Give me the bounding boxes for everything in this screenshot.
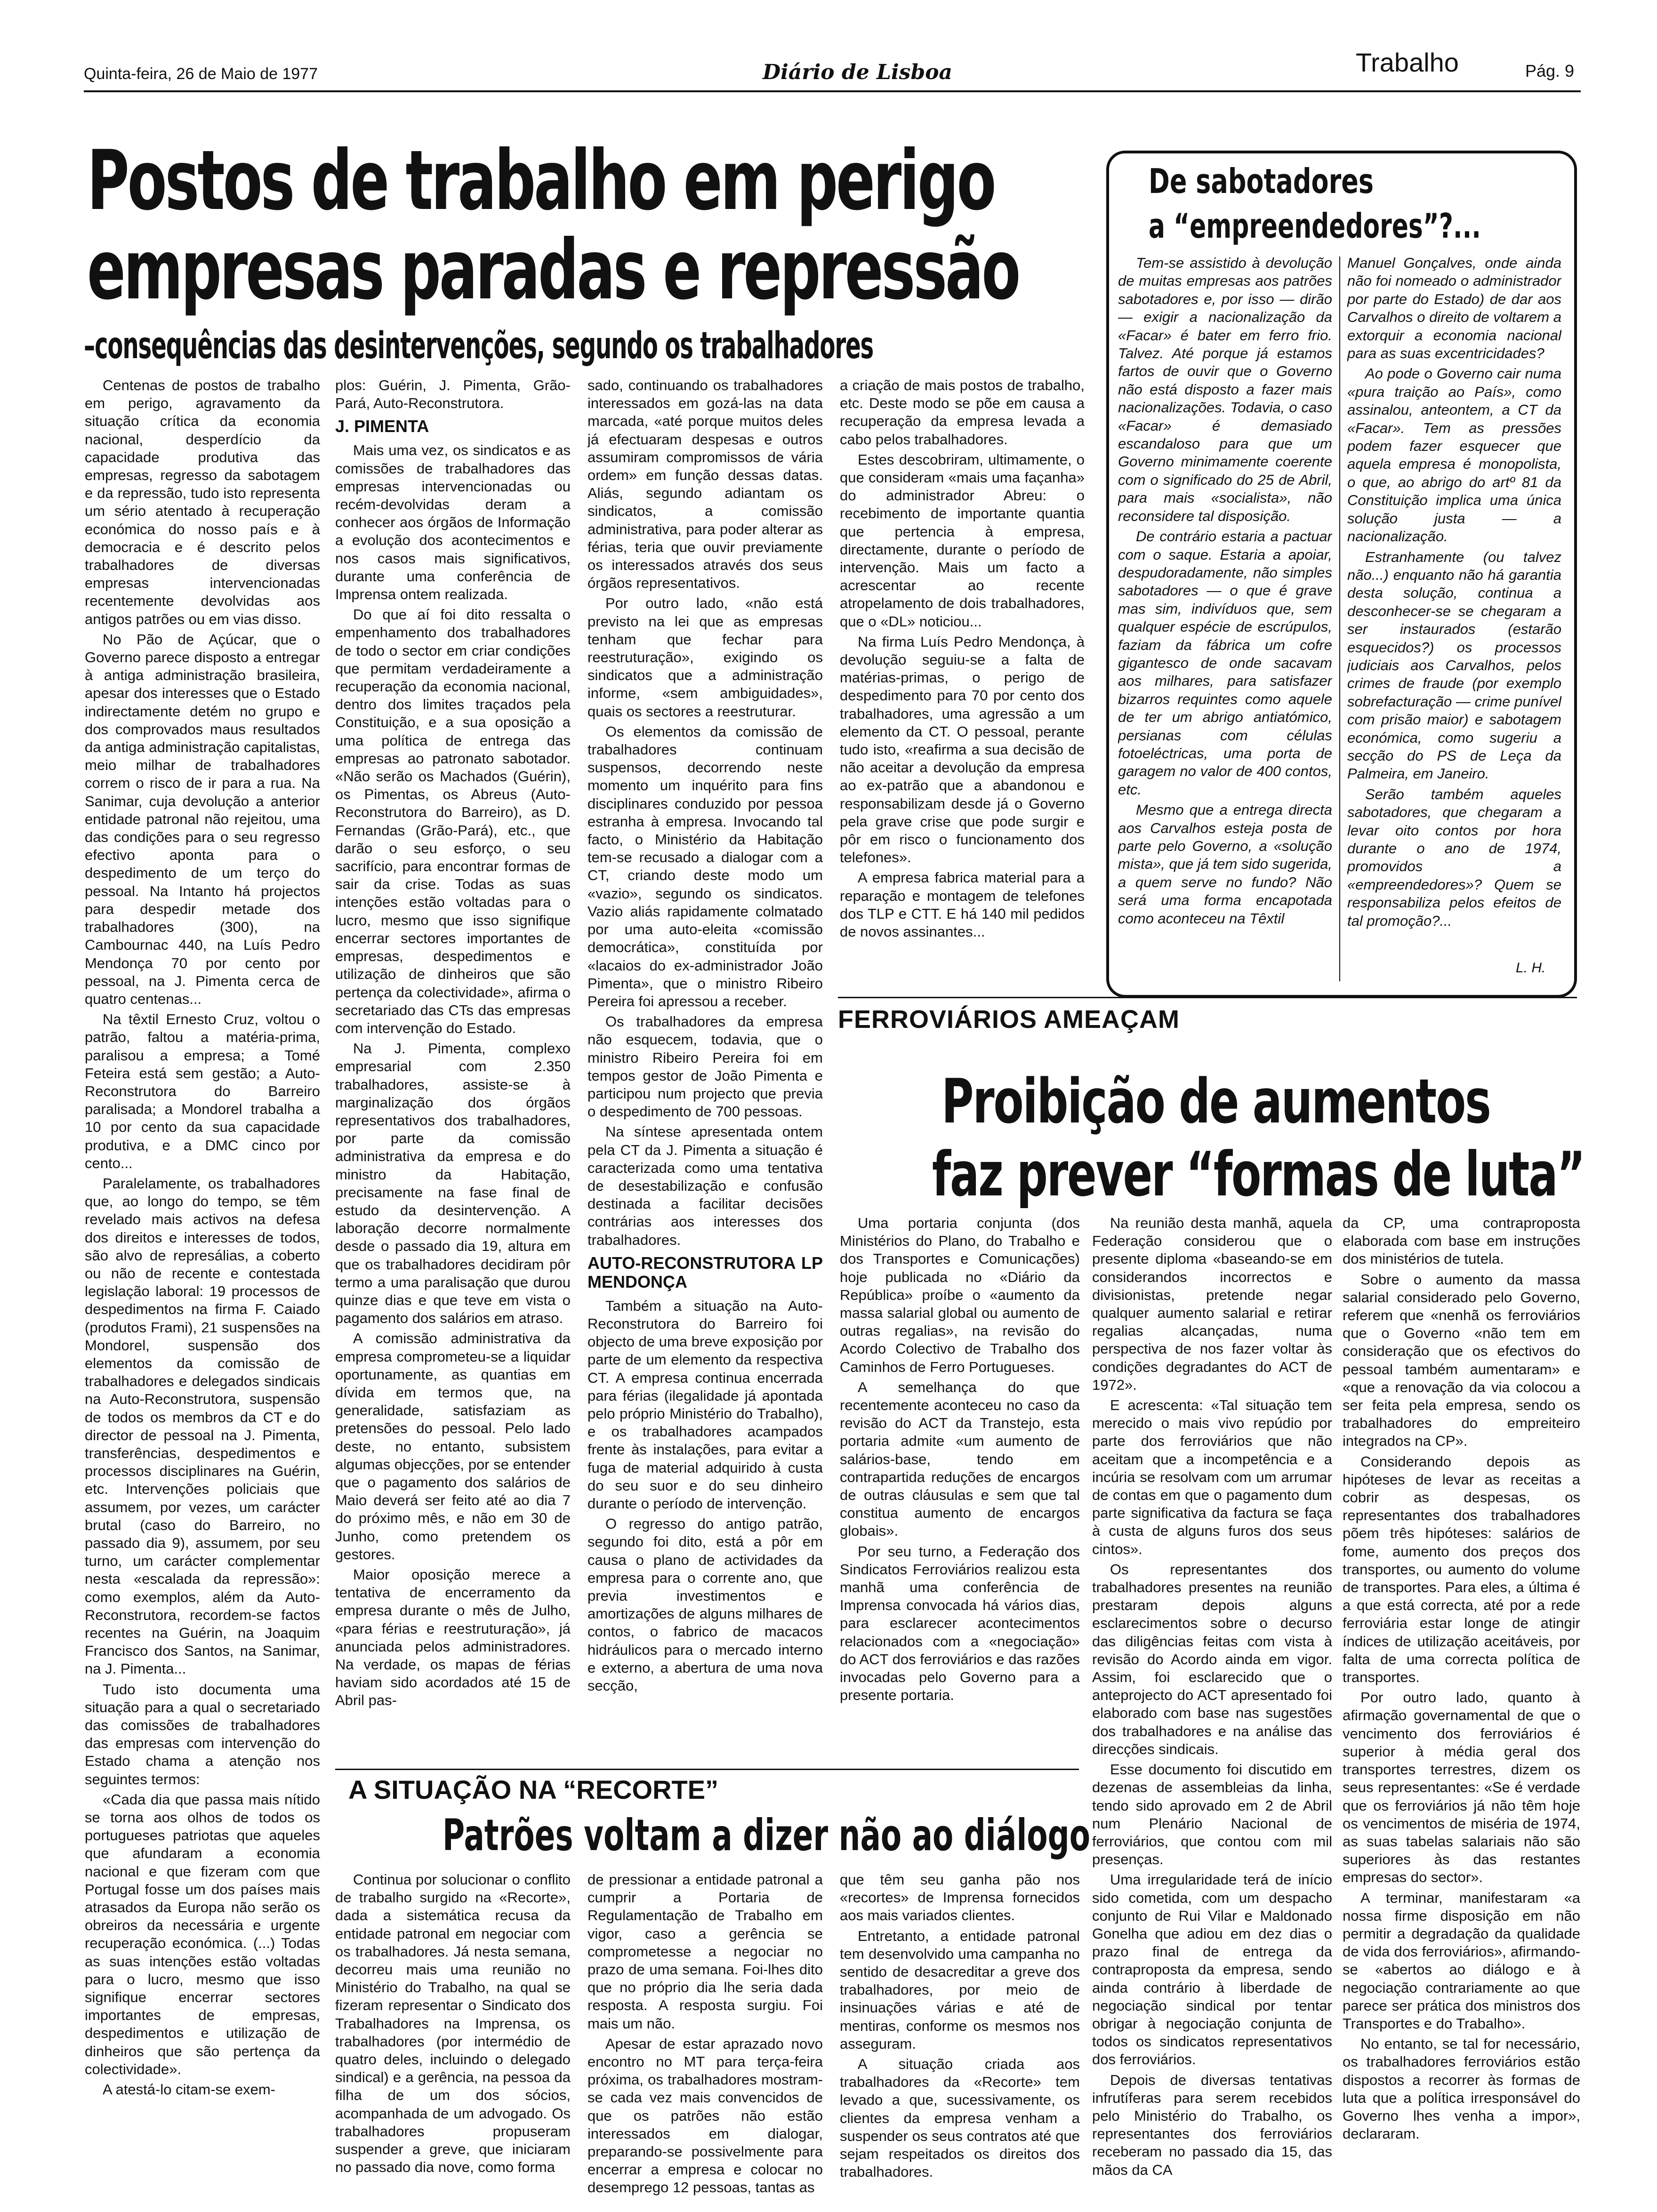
paragraph: Ao pode o Governo cair numa «pura traição ao País», como assinalou, anteontem, a CT da «Facar». Tem as pressões podem fazer esquecer que aquela empresa é monopolista, o que, ao abrigo do artº 81 da Constituição implica uma única solução justa — a nacionalização. bbox=[1347, 365, 1561, 545]
paragraph: «Cada dia que passa mais nítido se torna aos olhos de todos os portugueses patriotas que aqueles que afundaram a economia nacional e que fizeram com que Portugal fosse um dos países mais atrasados da Europa não serão os obreiros da necessária e urgente recuperação económica. (...) Todas as suas intenções estão voltadas para o lucro, mesmo que isso signifique encerrar sectores importantes de empresas, despedimentos e utilização de dinheiros que são pertença da colectividade». bbox=[85, 1791, 320, 2077]
paragraph: Maior oposição merece a tentativa de encerramento da empresa durante o mês de Julho, «para férias e reestruturação», já anunciada pelos administradores. Na verdade, os mapas de férias haviam sido acordados até 15 de Abril pas- bbox=[335, 1566, 571, 1709]
header-rule bbox=[84, 90, 1581, 92]
ferro-top-rule bbox=[838, 997, 1577, 998]
paragraph: Considerando depois as hipóteses de levar as receitas a cobrir as despesas, os representantes dos trabalhadores põem três hipóteses: salários de fome, aumento dos preços dos transportes, ou aumento do volume de transportes. Para eles, a última é a que está correcta, até por a rede ferroviária estar longe de atingir índices de utilização aceitáveis, por falta de uma correcta política de transportes. bbox=[1343, 1453, 1580, 1686]
box-column-2 bbox=[1347, 254, 1561, 951]
ferro-column-2 bbox=[1092, 1214, 1332, 2198]
paragraph: Na J. Pimenta, complexo empresarial com 2.350 trabalhadores, assiste-se à marginalização dos órgãos representativos dos trabalhadores, por parte da comissão administrativa da empresa e do ministro da Habitação, precisamente na fase final de estudo da desintervenção. A laboração decorre normalmente desde o passado dia 19, altura em que os trabalhadores decidiram pôr termo a uma paralisação que durou quinze dias e que teve em vista o pagamento dos salários em atraso. bbox=[335, 1040, 571, 1327]
paragraph: Os trabalhadores da empresa não esquecem, todavia, que o ministro Ribeiro Pereira foi em tempos gestor de João Pimenta e participou num projecto que previa o despedimento de 700 pessoas. bbox=[587, 1013, 823, 1120]
paragraph: Uma irregularidade terá de início sido cometida, com um despacho conjunto de Rui Vilar e Maldonado Gonelha que adiou em dez dias o prazo final de entrega da contraproposta da empresa, sendo ainda contrário à liberdade de negociação sindical por tentar obrigar à negociação conjunta de todos os sindicatos representativos dos ferroviários. bbox=[1092, 1871, 1332, 2068]
ferro-column-1 bbox=[840, 1214, 1080, 1732]
paragraph: plos: Guérin, J. Pimenta, Grão-Pará, Auto-Reconstrutora. bbox=[335, 377, 571, 412]
ferro-headline-line-1: Proibição de aumentos bbox=[941, 1066, 1490, 1137]
recorte-top-rule bbox=[335, 1769, 1079, 1770]
recorte-column-2 bbox=[587, 1871, 823, 2198]
header-date: Quinta-feira, 26 de Maio de 1977 bbox=[84, 65, 318, 83]
box-column-divider bbox=[1339, 256, 1340, 981]
paragraph: Sobre o aumento da massa salarial considerado pelo Governo, referem que «nenhã os ferroviários que o Governo «não tem em consideração que os efectivos do pessoal também aumentaram» e «que a renovação da via colocou a ser feita pela empresa, sendo os trabalhadores do empreiteiro integrados na CP». bbox=[1343, 1271, 1580, 1450]
paragraph: No entanto, se tal for necessário, os trabalhadores ferroviários estão dispostos a recorrer às formas de luta que a política irresponsável do Governo lhes venha a impor», declararam. bbox=[1343, 2036, 1580, 2142]
paragraph: a criação de mais postos de trabalho, etc. Deste modo se põe em causa a recuperação da empresa levada a cabo pelos trabalhadores. bbox=[840, 377, 1085, 448]
paragraph: Do que aí foi dito ressalta o empenhamento dos trabalhadores de todo o sector em criar condições que permitam verdadeiramente a recuperação da economia nacional, dentro dos limites traçados pela Constituição, e a sua oposição a uma política de entrega das empresas ao patronato sabotador. «Não serão os Machados (Guérin), os Pimentas, os Abreus (Auto-Reconstrutora do Barreiro), as D. Fernandas (Grão-Pará), etc., que darão o seu esforço, o seu sacrifício, para encontrar formas de sair da crise. Todas as suas intenções estão voltadas para o lucro, mesmo que isso signifique encerrar sectores importantes de empresas, despedimentos e utilização de dinheiros que são pertença da colectividade», afirma o secretariado das CTs das empresas com intervenção do Estado. bbox=[335, 606, 571, 1036]
paragraph: Depois de diversas tentativas infrutíferas para serem recebidos pelo Ministério do Trabalho, os representantes dos ferroviários receberam no passado dia 15, das mãos da CA bbox=[1092, 2071, 1332, 2178]
paragraph: Uma portaria conjunta (dos Ministérios do Plano, do Trabalho e dos Transportes e Comunicações) hoje publicada no «Diário da República» proíbe o «aumento da massa salarial global ou aumento de outras regalias», na revisão do Acordo Colectivo de Trabalho dos Caminhos de Ferro Portugueses. bbox=[840, 1215, 1080, 1375]
paragraph: Os representantes dos trabalhadores presentes na reunião prestaram depois alguns esclarecimentos sobre o decurso das diligências feitas com vista à revisão do Acordo ainda em vigor. Assim, foi esclarecido que o anteprojecto do ACT apresentado foi elaborado com base nas sugestões dos trabalhadores e na análise das direcções sindicais. bbox=[1092, 1561, 1332, 1757]
paragraph: que têm seu ganha pão nos «recortes» de Imprensa fornecidos aos mais variados clientes. bbox=[840, 1871, 1080, 1924]
paragraph: Mesmo que a entrega directa aos Carvalhos esteja posta de parte pelo Governo, a «solução mista», que já tem sido sugerida, a quem serve no fundo? Não será uma forma encapotada como aconteceu na Têxtil bbox=[1118, 801, 1332, 927]
ferro-column-3 bbox=[1343, 1214, 1580, 2198]
paragraph: A empresa fabrica material para a reparação e montagem de telefones dos TLP e CTT. E há 140 mil pedidos de novos assinantes... bbox=[840, 869, 1085, 940]
recorte-headline: Patrões voltam a dizer não ao diálogo bbox=[442, 1810, 1090, 1860]
paragraph: Na firma Luís Pedro Mendonça, à devolução seguiu-se a falta de matérias-primas, o perigo de despedimento para 70 por cento dos trabalhadores, uma agressão a um elemento da CT. O pessoal, perante tudo isto, «reafirma a sua decisão de não aceitar a devolução da empresa ao ex-patrão que a abandonou e responsabilizam desde já o Governo pela grave crise que pode surgir e pôr em risco o funcionamento dos telefones». bbox=[840, 633, 1085, 866]
section-name: Trabalho bbox=[1356, 48, 1459, 77]
paragraph: sado, continuando os trabalhadores interessados em gozá-las na data marcada, «até porque muitos deles já efectuaram despesas e outros assumiram compromissos de vária ordem» em função dessas datas. Aliás, segundo adiantam os sindicatos, a comissão administrativa, para poder alterar as férias, teria que ouvir previamente os interessados através dos seus órgãos representativos. bbox=[587, 377, 823, 592]
paragraph: Mais uma vez, os sindicatos e as comissões de trabalhadores das empresas intervencionadas ou recém-devolvidas deram a conhecer aos órgãos de Informação a evolução dos acontecimentos e nos casos mais significativos, durante uma conferência de Imprensa ontem realizada. bbox=[335, 442, 571, 603]
main-article-column-3 bbox=[587, 377, 823, 1765]
paragraph: Por outro lado, quanto à afirmação governamental de que o vencimento dos ferroviários é superior à média geral dos transportes terrestres, dizem os seus representantes: «Se é verdade que os ferroviários já não têm hoje os vencimentos de miséria de 1974, as suas tabelas salariais não são superiores às das restantes empresas do sector». bbox=[1343, 1689, 1580, 1886]
paragraph: O regresso do antigo patrão, segundo foi dito, está a pôr em causa o plano de actividades da empresa para o corrente ano, que previa investimentos e amortizações de alguns milhares de contos, o fabrico de macacos hidráulicos para o mercado interno e externo, a abertura de uma nova secção, bbox=[587, 1515, 823, 1694]
recorte-column-1 bbox=[335, 1871, 571, 2198]
paragraph: A semelhança do que recentemente aconteceu no caso da revisão do ACT da Transtejo, esta portaria admite «um aumento de salários-base, tendo em contrapartida reduções de encargos de outras cláusulas e sem que tal constitua aumento de encargos globais». bbox=[840, 1378, 1080, 1539]
paragraph: Continua por solucionar o conflito de trabalho surgido na «Recorte», dada a sistemática recusa da entidade patronal em negociar com os trabalhadores. Já nesta semana, decorreu mais uma reunião no Ministério do Trabalho, na qual se fizeram representar o Sindicato dos Trabalhadores na Imprensa, os trabalhadores (por intermédio de quatro deles, incluindo o delegado sindical) e a gerência, na pessoa da filha de um dos sócios, acompanhada de um advogado. Os trabalhadores propuseram suspender a greve, que iniciaram no passado dia nove, como forma bbox=[335, 1871, 571, 2176]
page-number: Pág. 9 bbox=[1525, 61, 1575, 80]
paragraph: Centenas de postos de trabalho em perigo, agravamento da situação crítica da economia nacional, desperdício da capacidade produtiva das empresas, regresso da sabotagem e da repressão, tudo isto representa um sério atentado à recuperação económica do nosso país e à democracia e é descrito pelos trabalhadores de diversas empresas intervencionadas recentemente devolvidas aos antigos patrões ou em vias disso. bbox=[85, 377, 320, 627]
paragraph: De contrário estaria a pactuar com o saque. Estaria a apoiar, despudoradamente, não simples sabotadores — o que é grave mas sim, indivíduos que, sem qualquer espécie de escrúpulos, faziam da fábrica um cofre gigantesco de onde sacavam aos milhares, para satisfazer bizarros requintes como aquele de ter um abrigo antiatómico, persianas com células fotoeléctricas, uma porta de garagem no valor de 400 contos, etc. bbox=[1118, 528, 1332, 798]
paragraph: Por outro lado, «não está previsto na lei que as empresas tenham que fechar para reestruturação», exigindo os sindicatos que a administração informe, «sem ambiguidades», quais os sectores a reestruturar. bbox=[587, 595, 823, 720]
recorte-column-3 bbox=[840, 1871, 1080, 2198]
paragraph: Esse documento foi discutido em dezenas de assembleias da linha, tendo sido aprovado em 2 de Abril num Plenário Nacional de ferroviários, que contou com mil presenças. bbox=[1092, 1761, 1332, 1868]
paragraph: A atestá-lo citam-se exem- bbox=[103, 2081, 275, 2098]
box-title-line-2: a “empreendedores”?... bbox=[1149, 206, 1481, 246]
paragraph: Também a situação na Auto-Reconstrutora do Barreiro foi objecto de uma breve exposição por parte de um elemento da respectiva CT. A empresa continua encerrada para férias (ilegalidade já apontada pelo próprio Ministério do Trabalho), e os trabalhadores acampados frente às instalações, para evitar a fuga de material adquirido à custa do seu suor e do seu dinheiro durante o período de intervenção. bbox=[587, 1297, 823, 1512]
main-deck: –consequências das desintervenções, segundo os trabalhadores bbox=[84, 325, 874, 367]
box-signature: L. H. bbox=[1516, 960, 1546, 976]
paragraph: Tudo isto documenta uma situação para a qual o secretariado das comissões de trabalhadores das empresas com intervenção do Estado chama a atenção nos seguintes termos: bbox=[85, 1681, 320, 1787]
ferro-kicker: FERROVIÁRIOS AMEAÇAM bbox=[838, 1005, 1180, 1034]
paragraph: de pressionar a entidade patronal a cumprir a Portaria de Regulamentação de Trabalho em vigor, caso a gerência se comprometesse a negociar no prazo de uma semana. Foi-lhes dito que no próprio dia lhe seria dada resposta. A resposta surgiu. Foi mais um não. bbox=[587, 1871, 823, 2032]
paragraph: Os elementos da comissão de trabalhadores continuam suspensos, decorrendo neste momento um inquérito para fins disciplinares conduzido por pessoa estranha à empresa. Invocando tal facto, o Ministério da Habitação tem-se recusado a dialogar com a CT, criando deste modo um «vazio», segundo os sindicatos. Vazio aliás rapidamente colmatado por uma auto-eleita «comissão democrática», constituída por «lacaios do ex-administrador João Pimenta», que o ministro Ribeiro Pereira foi apressou a receber. bbox=[587, 723, 823, 1010]
subhead-auto-reconstrutora: AUTO-RECONSTRUTORA LP MENDONÇA bbox=[587, 1253, 823, 1291]
paragraph: A terminar, manifestaram «a nossa firme disposição em não permitir a degradação da qualidade de vida dos ferroviários», afirmando-se «abertos ao diálogo e à negociação contrariamente ao que parece ser prática dos ministros dos Transportes e do Trabalho». bbox=[1343, 1889, 1580, 2032]
paragraph: Serão também aqueles sabotadores, que chegaram a levar oito contos por hora durante o ano de 1974, promovidos a «empreendedores»? Quem se responsabiliza pelos efeitos de tal promoção?... bbox=[1347, 785, 1561, 929]
paragraph: Estes descobriram, ultimamente, o que consideram «mais uma façanha» do administrador Abreu: o recebimento de importante quantia que pertencia à empresa, directamente, durante o período de intervenção. Mais um facto a acrescentar ao recente atropelamento de dois trabalhadores, que o «DL» noticiou... bbox=[840, 451, 1085, 630]
recorte-kicker: A SITUAÇÃO NA “RECORTE” bbox=[348, 1775, 719, 1804]
paragraph: Na têxtil Ernesto Cruz, voltou o patrão, faltou a matéria-prima, paralisou a empresa; a Tomé Feteira está sem gestão; a Auto-Reconstrutora do Barreiro paralisada; a Mondorel trabalha a 10 por cento da sua capacidade produtiva, e a DMC cinco por cento... bbox=[85, 1011, 320, 1171]
ferro-headline-line-2: faz prever “formas de luta” bbox=[932, 1138, 1585, 1210]
paragraph: A comissão administrativa da empresa comprometeu-se a liquidar oportunamente, as quantias em dívida em termos que, na generalidade, satisfaziam as pretensões do pessoal. Pelo lado deste, no entanto, subsistem algumas objecções, por se entender que o pagamento dos salários de Maio deverá ser feito até ao dia 7 do próximo mês, e não em 30 de Junho, como pretendem os gestores. bbox=[335, 1330, 571, 1563]
newspaper-title: Diário de Lisboa bbox=[763, 60, 953, 84]
paragraph: Tem-se assistido à devolução de muitas empresas aos patrões sabotadores e, por isso — dirão — exigir a nacionalização da «Facar» é bater em ferro frio. Talvez. Até porque já estamos fartos de ouvir que o Governo não está disposto a fazer mais nacionalizações. Todavia, o caso «Facar» é demasiado escandaloso para que um Governo minimamente coerente com o significado do 25 de Abril, para mais «socialista», não reconsidere tal disposição. bbox=[1118, 255, 1332, 524]
paragraph: da CP, uma contraproposta elaborada com base em instruções dos ministérios de tutela. bbox=[1343, 1215, 1580, 1267]
paragraph: Na reunião desta manhã, aquela Federação considerou que o presente diploma «baseando-se em considerandos incorrectos e divisionistas, pretende negar qualquer aumento salarial e retirar regalias alcançadas, numa perspectiva de nos fazer voltar às condições degradantes do ACT de 1972». bbox=[1092, 1215, 1332, 1393]
main-headline-line-1: Postos de trabalho em perigo bbox=[87, 133, 995, 229]
subhead-j-pimenta: J. PIMENTA bbox=[335, 417, 429, 436]
paragraph: Por seu turno, a Federação dos Sindicatos Ferroviários realizou esta manhã uma conferência de Imprensa convocada há vários dias, para esclarecer acontecimentos relacionados com a «negociação» do ACT dos ferroviários e das razões invocadas pelo Governo para a presente portaria. bbox=[840, 1543, 1080, 1704]
paragraph: Entretanto, a entidade patronal tem desenvolvido uma campanha no sentido de desacreditar a greve dos trabalhadores, por meio de insinuações várias e até de mentiras, conforme os mesmos nos asseguram. bbox=[840, 1927, 1080, 2052]
paragraph: Estranhamente (ou talvez não...) enquanto não há garantia desta solução, continua a desconhecer-se se chegaram a ser instaurados (estarão esquecidos?) os processos judiciais aos Carvalhos, pelos crimes de fraude (por exemplo sobrefacturação — crime punível com prisão maior) e sabotagem económica, como sugeriu a secção do PS de Leça da Palmeira, em Janeiro. bbox=[1347, 548, 1561, 782]
paragraph: Na síntese apresentada ontem pela CT da J. Pimenta a situação é caracterizada como uma tentativa de desestabilização e confusão destinada a facilitar decisões contrárias aos interesses dos trabalhadores. bbox=[587, 1123, 823, 1248]
main-article-column-2 bbox=[335, 377, 571, 1765]
main-article-column-4 bbox=[840, 377, 1085, 988]
box-column-1 bbox=[1118, 254, 1332, 981]
box-title-line-1: De sabotadores bbox=[1149, 161, 1374, 201]
main-article-column-1 bbox=[85, 377, 320, 2198]
paragraph: A situação criada aos trabalhadores da «Recorte» tem levado a que, sucessivamente, os clientes da empresa venham a suspender os seus contratos até que sejam respeitados os direitos dos trabalhadores. bbox=[840, 2056, 1080, 2180]
paragraph: Apesar de estar aprazado novo encontro no MT para terça-feira próxima, os trabalhadores mostram-se cada vez mais convencidos de que os patrões não estão interessados em dialogar, preparando-se possivelmente para encerrar a empresa e colocar no desemprego 12 pessoas, tantas as bbox=[587, 2035, 823, 2196]
main-headline-line-2: empresas paradas e repressão bbox=[87, 223, 1019, 318]
paragraph: Manuel Gonçalves, onde ainda não foi nomeado o administrador por parte do Estado) de dar aos Carvalhos o direito de voltarem a extorquir a economia nacional para as suas excentricidades? bbox=[1347, 255, 1561, 362]
paragraph: No Pão de Açúcar, que o Governo parece disposto a entregar à antiga administração brasileira, apesar dos interesses que o Estado indirectamente detém no grupo e dos comprovados maus resultados da antiga administração capitalistas, meio milhar de trabalhadores correm o risco de ir para a rua. Na Sanimar, cuja devolução a anterior entidade patronal não rejeitou, uma das condições para o seu regresso efectivo aponta para o despedimento de um terço do pessoal. Na Intanto há projectos para despedir metade dos trabalhadores (300), na Cambournac 440, na Luís Pedro Mendonça 70 por cento por pessoal, na J. Pimenta cerca de quatro centenas... bbox=[85, 631, 320, 1007]
paragraph: E acrescenta: «Tal situação tem merecido o mais vivo repúdio por parte dos ferroviários que não aceitam que a incompetência e a incúria se resolvam com um arrumar de contas em que o pagamento dum parte significativa da factura se faça à custa de alguns furos dos seus cintos». bbox=[1092, 1397, 1332, 1557]
paragraph: Paralelamente, os trabalhadores que, ao longo do tempo, se têm revelado mais activos na defesa dos direitos e interesses de todos, são alvo de represálias, a coberto ou não de recente e contestada legislação laboral: 19 processos de despedimentos na firma F. Caiado (produtos Frami), 21 suspensões na Mondorel, suspensão dos elementos da comissão de trabalhadores e delegados sindicais na Auto-Reconstrutora, suspensão de todos os membros da CT e do director de pessoal na J. Pimenta, transferências, despedimentos e processos disciplinares na Guérin, etc. Intervenções policiais que assumem, por vezes, um carácter brutal (caso do Barreiro, no passado dia 9), assumem, por seu turno, um carácter complementar nesta «escalada da repressão»: como exemplos, além da Auto-Reconstrutora, recordem-se factos recentes na Guérin, na Joaquim Francisco dos Santos, na Sanimar, na J. Pimenta... bbox=[85, 1175, 320, 1677]
